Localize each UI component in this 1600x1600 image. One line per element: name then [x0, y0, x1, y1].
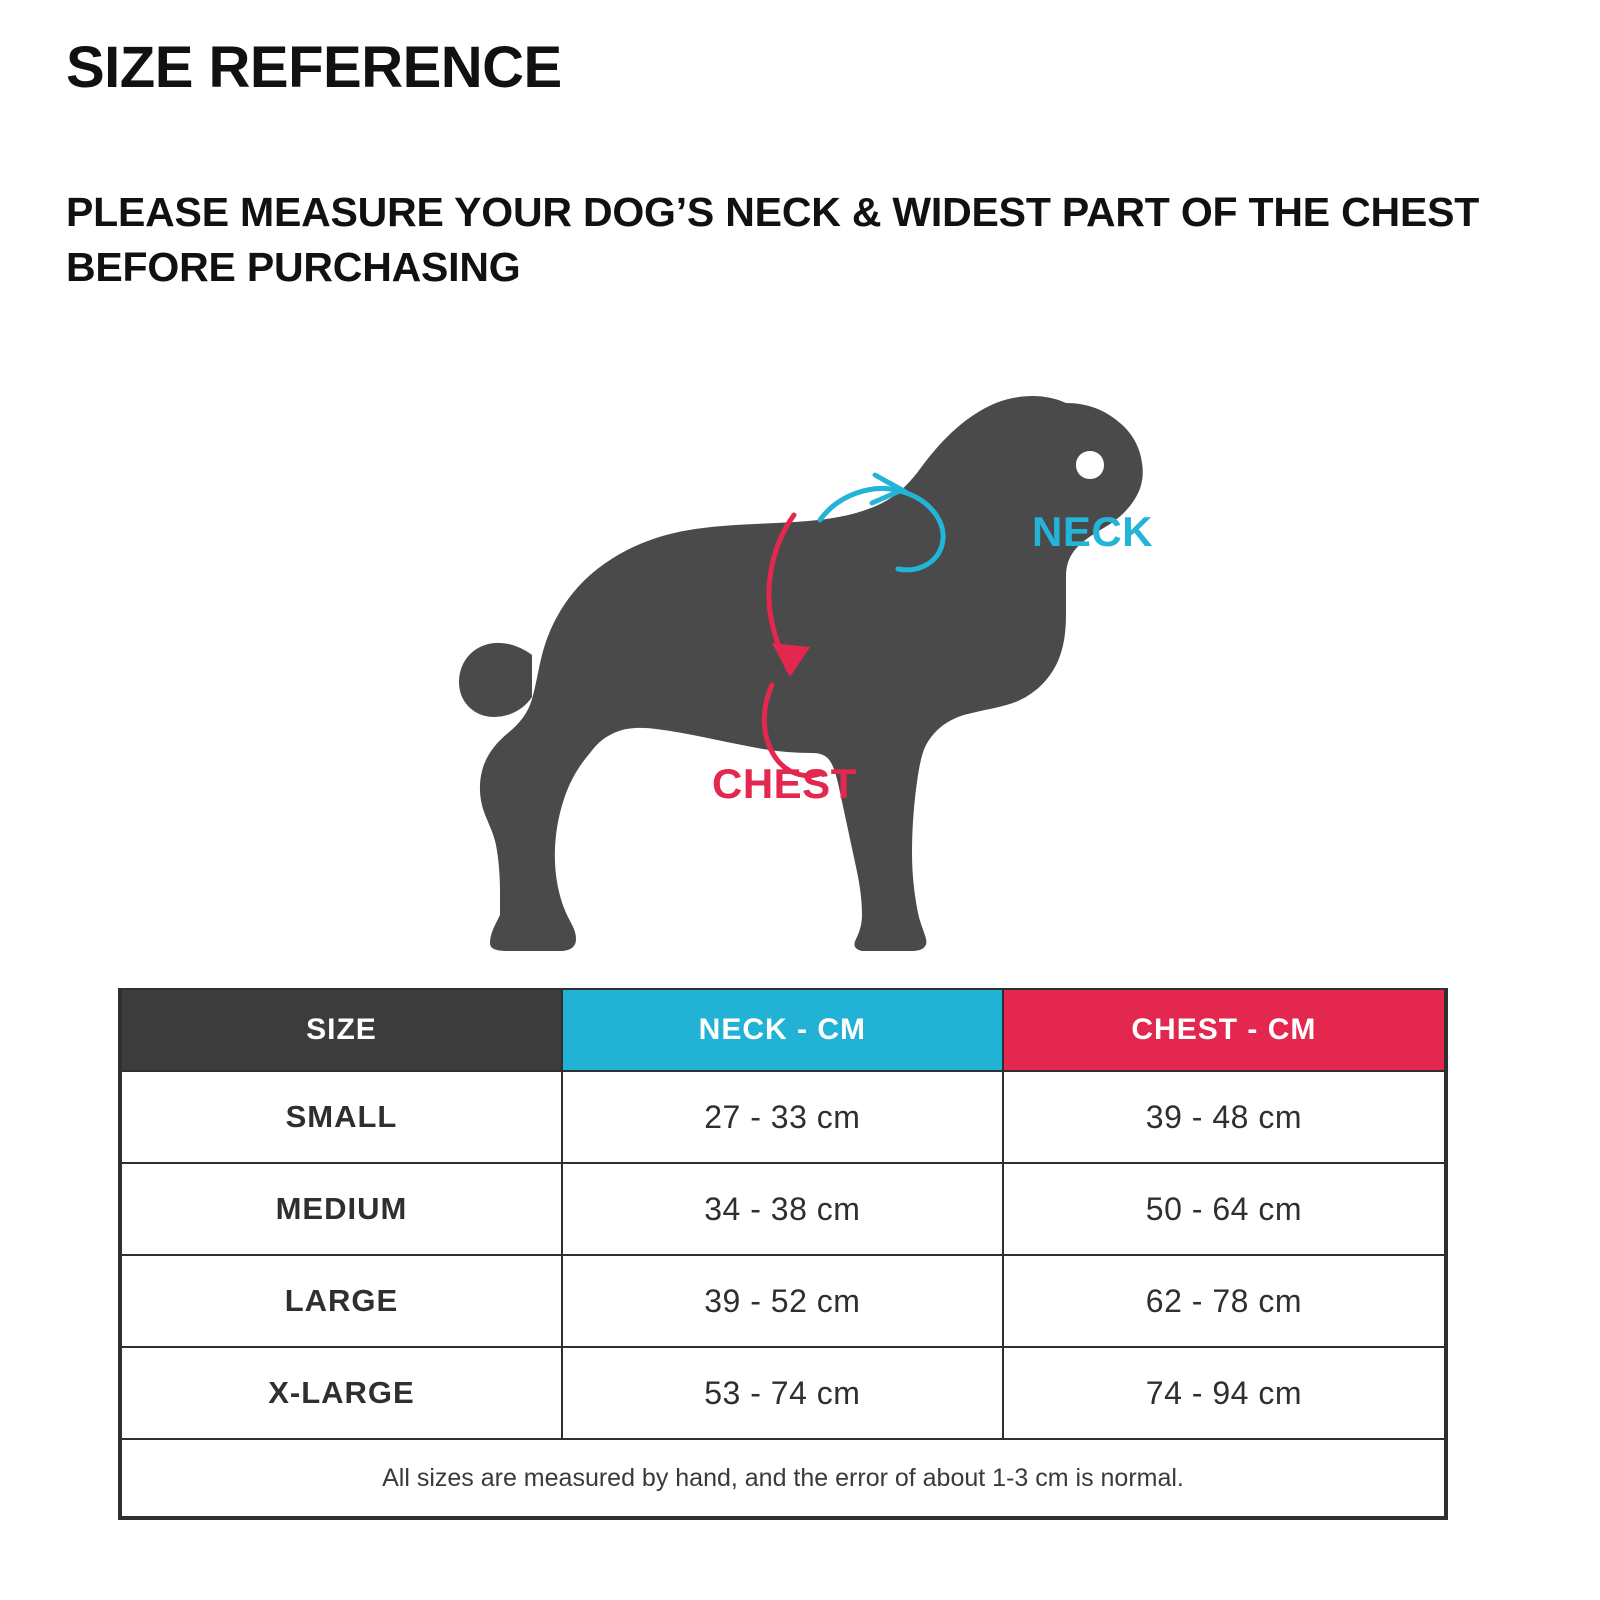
- cell-neck-medium: 34 - 38 cm: [562, 1163, 1003, 1255]
- cell-chest-small: 39 - 48 cm: [1003, 1071, 1445, 1163]
- neck-label: NECK: [1032, 508, 1154, 555]
- size-table-head: [121, 989, 1445, 1071]
- page-subtitle: PLEASE MEASURE YOUR DOG’S NECK & WIDEST PART OF THE CHEST BEFORE PURCHASING: [66, 189, 1480, 291]
- size-table: [120, 988, 1446, 1518]
- cell-size-xlarge: X-LARGE: [121, 1347, 562, 1439]
- dog-silhouette-icon: [459, 396, 1143, 951]
- cell-chest-medium: 50 - 64 cm: [1003, 1163, 1445, 1255]
- cell-neck-small: 27 - 33 cm: [562, 1071, 1003, 1163]
- cell-neck-large: 39 - 52 cm: [562, 1255, 1003, 1347]
- chest-label: CHEST: [712, 760, 857, 807]
- column-header-chest: CHEST - CM: [1003, 989, 1445, 1071]
- cell-size-medium: MEDIUM: [121, 1163, 562, 1255]
- table-header-row: [121, 989, 1445, 1071]
- table-footnote-row: [121, 1439, 1445, 1517]
- cell-size-large: LARGE: [121, 1255, 562, 1347]
- cell-chest-xlarge: 74 - 94 cm: [1003, 1347, 1445, 1439]
- table-footnote: All sizes are measured by hand, and the error of about 1-3 cm is normal.: [121, 1439, 1445, 1517]
- cell-size-small: SMALL: [121, 1071, 562, 1163]
- cell-chest-large: 62 - 78 cm: [1003, 1255, 1445, 1347]
- table-row: [121, 1071, 1445, 1163]
- column-header-neck: NECK - CM: [562, 989, 1003, 1071]
- size-table-wrapper: [118, 988, 1448, 1520]
- table-row: [121, 1347, 1445, 1439]
- cell-neck-xlarge: 53 - 74 cm: [562, 1347, 1003, 1439]
- dog-measurement-illustration: [420, 355, 1200, 955]
- table-row: [121, 1163, 1445, 1255]
- size-table-foot: [121, 1439, 1445, 1517]
- size-table-body: [121, 1071, 1445, 1439]
- column-header-size: SIZE: [121, 989, 562, 1071]
- table-row: [121, 1255, 1445, 1347]
- page-title: SIZE REFERENCE: [66, 35, 562, 100]
